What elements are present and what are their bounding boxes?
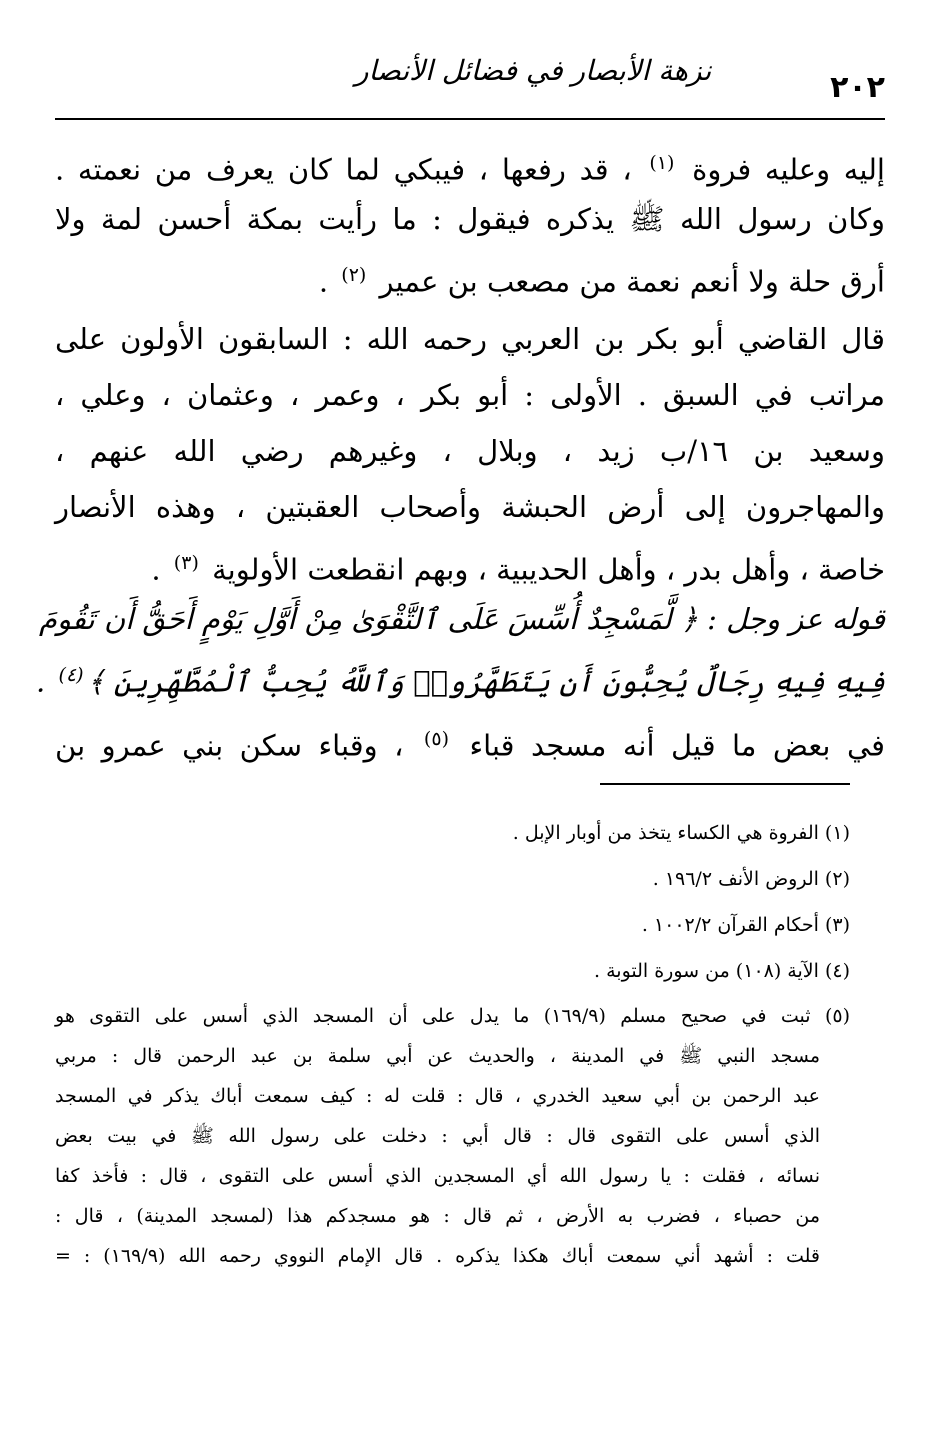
footnote-ref-5[interactable]: (٥) [423, 728, 449, 750]
footnote-5-line: (٥) ثبت في صحيح مسلم (١٦٩/٩) ما يدل على أن المسجد الذي أسس على التقوى هو [55, 1005, 850, 1027]
footnote-5-line: من حصباء ، فضرب به الأرض ، ثم قال : هو مسجدكم هذا (لمسجد المدينة) ، قال : [55, 1205, 820, 1227]
text-line-4: قال القاضي أبو بكر بن العربي رحمه الله : السابقون الأولون على [55, 322, 885, 356]
page-number: ٢٠٢ [830, 70, 885, 105]
running-title: نزهة الأبصار في فضائل الأنصار [355, 54, 712, 87]
main-text [36, 135, 885, 767]
text-line-2: وكان رسول الله ﷺ يذكره فيقول : ما رأيت بمكة أحسن لمة ولا [55, 202, 885, 236]
text-line-6: وسعيد بن ١٦/ب زيد ، وبلال ، وغيرهم رضي الله عنهم ، [55, 434, 885, 468]
footnote-ref-3[interactable]: (٣) [173, 552, 199, 574]
footnote-3: (٣) أحكام القرآن ١٠٠٢/٢ . [641, 914, 850, 936]
text-line-11: في بعض ما قيل أنه مسجد قباء $^{(٥)}$ ، وقباء سكن بني عمرو بن [55, 728, 885, 763]
footnote-ref-4[interactable]: (٤) [58, 664, 84, 686]
footnote-1: (١) الفروة هي الكساء يتخذ من أوبار الإبل . [512, 822, 850, 844]
text-line-7: والمهاجرون إلى أرض الحبشة وأصحاب العقبتين ، وهذه الأنصار [55, 490, 885, 524]
footnote-separator [600, 783, 850, 785]
footnotes [55, 810, 850, 1276]
text-line-5: مراتب في السبق . الأولى : أبو بكر ، وعمر ، وعثمان ، وعلي ، [55, 378, 885, 412]
quran-verse-line-2: فِيهِ فِيهِ رِجَالٌ يُحِبُّونَ أَن يَتَطَهَّرُوا۟ وَٱللَّهُ يُحِبُّ ٱلْمُطَّهِّرِينَ ﴾$^{(٤)}$ . [36, 664, 885, 699]
text-line-3: أرق حلة ولا أنعم نعمة من مصعب بن عمير $^{(٢)}$ . [318, 264, 885, 299]
footnote-ref-2[interactable]: (٢) [341, 264, 367, 286]
page-header [55, 40, 885, 120]
footnote-4: (٤) الآية (١٠٨) من سورة التوبة . [594, 960, 850, 982]
footnote-5-line: الذي أسس على التقوى قال : قال أبي : دخلت على رسول الله ﷺ في بيت بعض [55, 1125, 820, 1147]
footnote-5-line: مسجد النبي ﷺ في المدينة ، والحديث عن أبي سلمة بن عبد الرحمن قال : مربي [55, 1045, 820, 1067]
footnote-5-line: قلت : أشهد أني سمعت أباك هكذا يذكره . قال الإمام النووي رحمه الله (١٦٩/٩) : = [55, 1245, 820, 1267]
text-line-1: إليه وعليه فروة $^{(١)}$ ، قد رفعها ، فيبكي لما كان يعرف من نعمته . [55, 152, 885, 187]
footnote-2: (٢) الروض الأنف ١٩٦/٢ . [652, 868, 850, 890]
footnote-5-line: عبد الرحمن بن أبي سعيد الخدري ، قال : قلت له : كيف سمعت أباك يذكر في المسجد [55, 1085, 820, 1107]
footnote-ref-1[interactable]: (١) [649, 152, 675, 174]
quran-verse-line-1: قوله عز وجل : ﴿ لَّمَسْجِدٌ أُسِّسَ عَلَى ٱلتَّقْوَىٰ مِنْ أَوَّلِ يَوْمٍ أَحَقُّ أَن تَقُومَ [39, 602, 885, 636]
text-line-8: خاصة ، وأهل بدر ، وأهل الحديبية ، وبهم انقطعت الأولوية $^{(٣)}$ . [151, 552, 885, 587]
footnote-5-line: نسائه ، فقلت : يا رسول الله أي المسجدين الذي أسس على التقوى ، قال : فأخذ كفا [55, 1165, 820, 1187]
header-rule [55, 118, 885, 120]
footnote-5 [55, 996, 850, 1276]
